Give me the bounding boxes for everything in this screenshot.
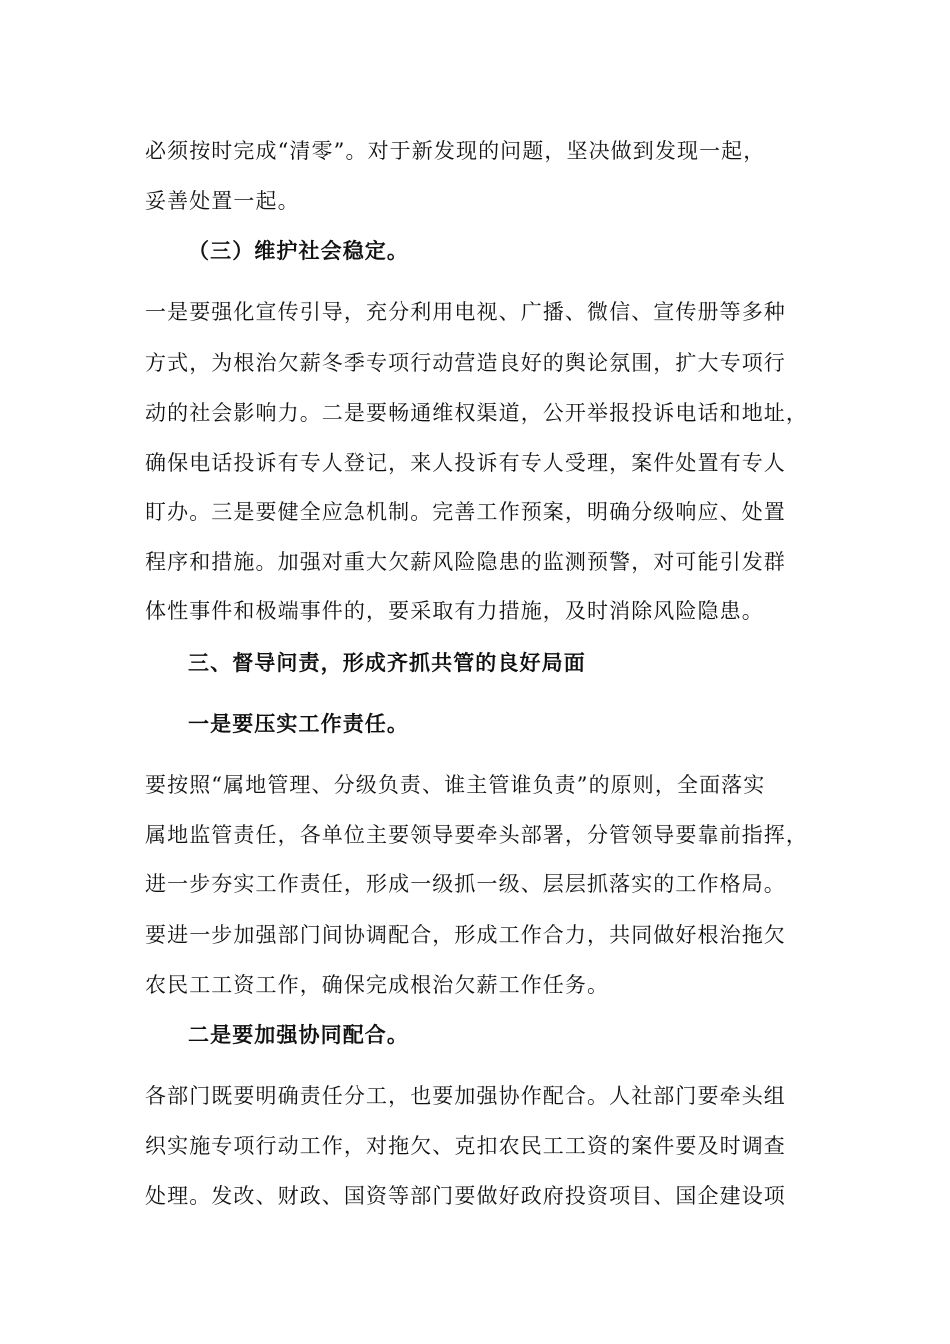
body-text-line: 确保电话投诉有专人登记，来人投诉有专人受理，案件处置有专人 xyxy=(145,451,786,475)
body-text-line: 盯办。三是要健全应急机制。完善工作预案，明确分级响应、处置 xyxy=(145,500,786,524)
body-text-line: 属地监管责任，各单位主要领导要牵头部署，分管领导要靠前指挥， xyxy=(145,823,808,847)
body-text-line: 织实施专项行动工作，对拖欠、克扣农民工工资的案件要及时调查 xyxy=(145,1134,786,1158)
body-text-line: 体性事件和极端事件的，要采取有力措施，及时消除风险隐患。 xyxy=(145,599,764,623)
body-text-line: 处理。发改、财政、国资等部门要做好政府投资项目、国企建设项 xyxy=(145,1184,786,1208)
section-heading: （三）维护社会稳定。 xyxy=(188,239,409,263)
body-text-line: 农民工工资工作，确保完成根治欠薪工作任务。 xyxy=(145,973,610,997)
body-text-line: 一是要强化宣传引导，充分利用电视、广播、微信、宣传册等多种 xyxy=(145,300,786,324)
body-text-line: 要按照“属地管理、分级负责、谁主管谁负责”的原则，全面落实 xyxy=(145,773,766,797)
subsection-heading: 二是要加强协同配合。 xyxy=(188,1023,409,1047)
subsection-heading: 一是要压实工作责任。 xyxy=(188,712,409,736)
body-text-line: 必须按时完成“清零”。对于新发现的问题，坚决做到发现一起， xyxy=(145,139,766,163)
body-text-line: 要进一步加强部门间协调配合，形成工作合力，共同做好根治拖欠 xyxy=(145,923,786,947)
body-text-line: 动的社会影响力。二是要畅通维权渠道，公开举报投诉电话和地址， xyxy=(145,401,808,425)
body-text-line: 程序和措施。加强对重大欠薪风险隐患的监测预警，对可能引发群 xyxy=(145,550,786,574)
chapter-heading: 三、督导问责，形成齐抓共管的良好局面 xyxy=(188,651,586,675)
body-text-line: 方式，为根治欠薪冬季专项行动营造良好的舆论氛围，扩大专项行 xyxy=(145,351,786,375)
body-text-line: 各部门既要明确责任分工，也要加强协作配合。人社部门要牵头组 xyxy=(145,1084,786,1108)
body-text-line: 进一步夯实工作责任，形成一级抓一级、层层抓落实的工作格局。 xyxy=(145,872,786,896)
body-text-line: 妥善处置一起。 xyxy=(145,189,300,213)
